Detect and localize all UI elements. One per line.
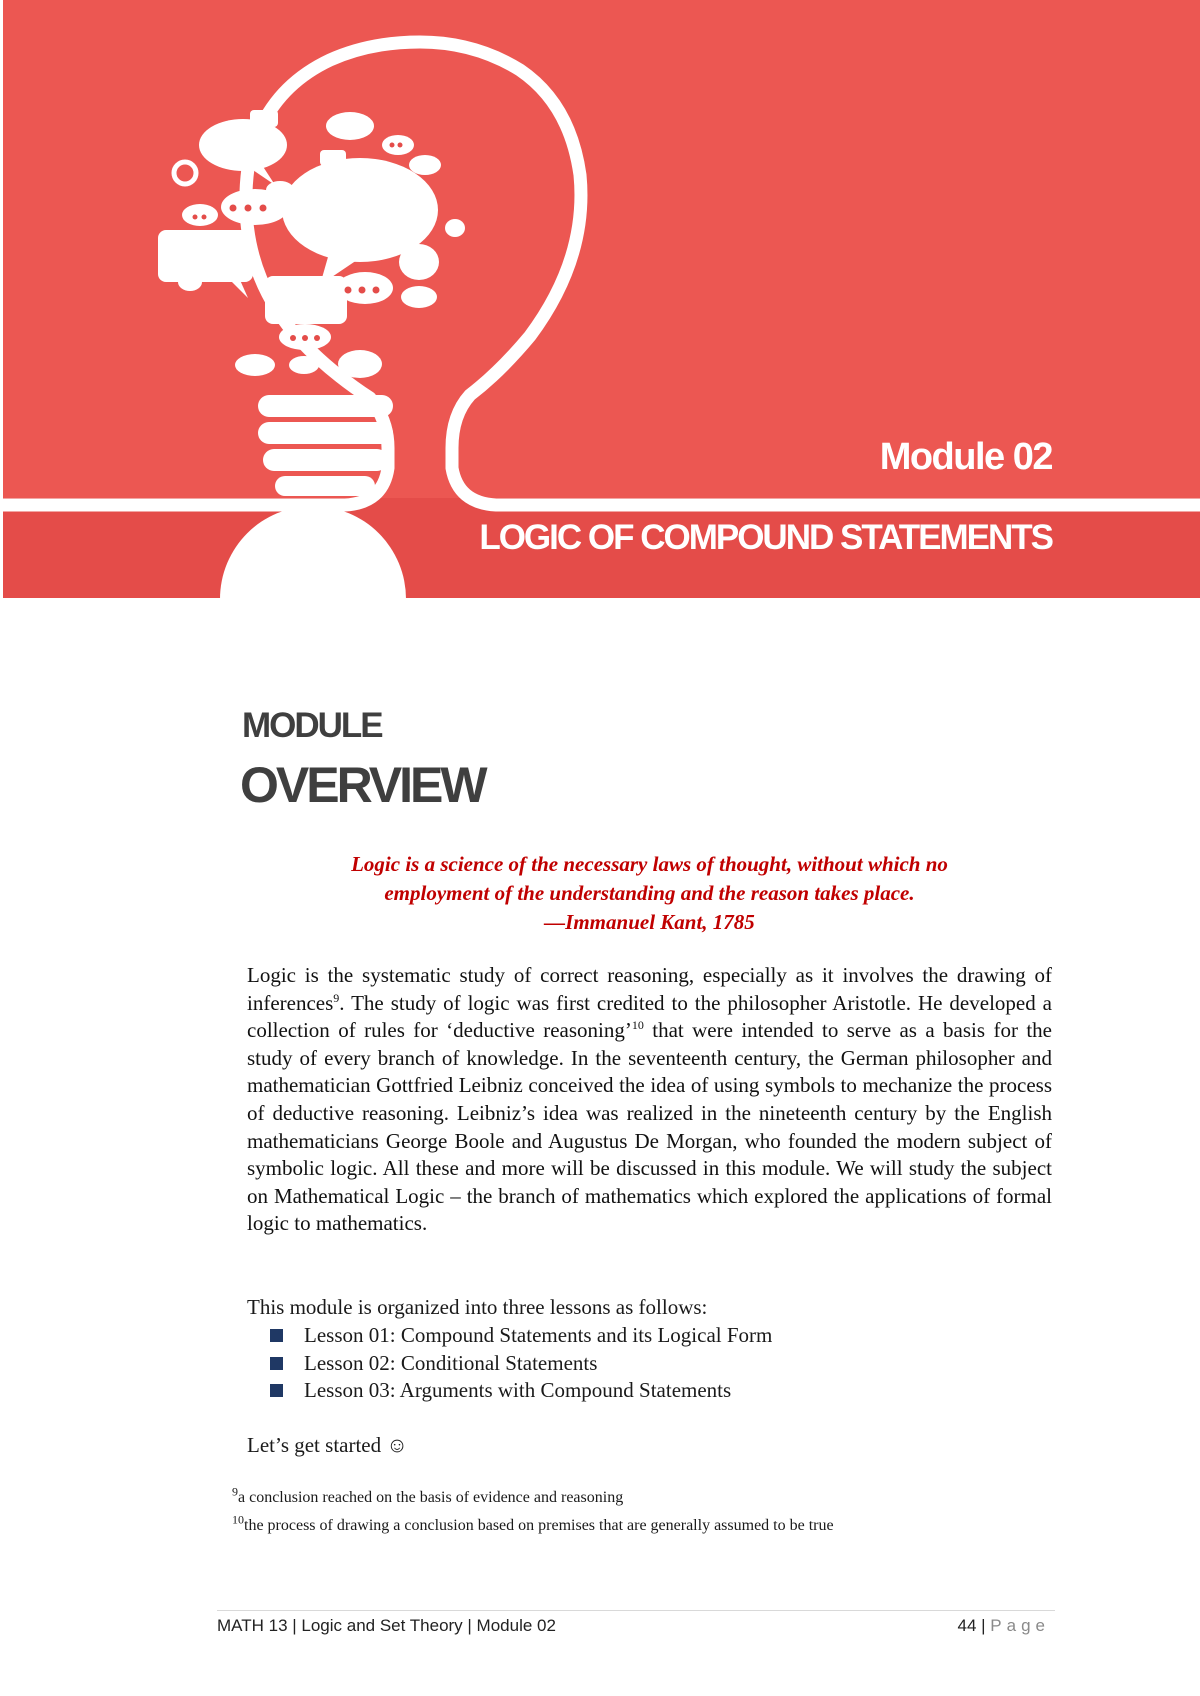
quote-attribution: —Immanuel Kant, 1785 [544, 910, 755, 934]
footnote-marker: 9 [232, 1484, 238, 1499]
epigraph-quote [247, 850, 1052, 937]
footnote-text: a conclusion reached on the basis of evidence and reasoning [238, 1489, 624, 1506]
module-title: LOGIC OF COMPOUND STATEMENTS [479, 518, 1052, 557]
lesson-label: Lesson 01: Compound Statements and its Logical Form [304, 1323, 773, 1347]
list-item [270, 1350, 772, 1378]
footnote-text: the process of drawing a conclusion based on premises that are generally assumed to be true [244, 1517, 834, 1534]
paragraph-text-b: . The study of logic was first credited to the philosopher Aristotle. He developed a collection of rules for ‘deductive reasoning’ [247, 990, 1052, 1043]
square-bullet-icon [270, 1384, 283, 1397]
footnote [232, 1484, 834, 1512]
square-bullet-icon [270, 1357, 283, 1370]
lesson-list [270, 1322, 772, 1405]
list-item [270, 1322, 772, 1350]
square-bullet-icon [270, 1329, 283, 1342]
quote-line-2: employment of the understanding and the reason takes place. [384, 881, 915, 905]
overview-paragraph [247, 962, 1052, 1238]
footnote-ref-9[interactable]: 9 [333, 990, 340, 1005]
footer-page-info [958, 1616, 1051, 1636]
list-item [270, 1377, 772, 1405]
lesson-label: Lesson 03: Arguments with Compound Statements [304, 1378, 732, 1402]
section-kicker: MODULE [242, 706, 382, 745]
get-started-text: Let’s get started ☺ [247, 1433, 408, 1457]
footer-course-info: MATH 13 | Logic and Set Theory | Module 02 [217, 1616, 556, 1635]
footnote-ref-10[interactable]: 10 [631, 1018, 644, 1033]
footer-divider [217, 1610, 1055, 1611]
lesson-label: Lesson 02: Conditional Statements [304, 1350, 598, 1375]
quote-line-1: Logic is a science of the necessary laws of thought, without which no [351, 852, 948, 876]
page-label: Page [990, 1616, 1050, 1635]
paragraph-text-c: that were intended to serve as a basis for the study of every branch of knowledge. In the seventeenth century, the German philosopher and mathematician Gottfried Leibniz conceived the idea of using symbols to mechanize the process of deductive reasoning. Leibniz’s idea was realized in the nineteenth century by the English mathematicians George Boole and Augustus De Morgan, who founded the modern subject of symbolic logic. All these and more will be discussed in this module. We will study the subject on Mathematical Logic – the branch of mathematics which explored the applications of formal logic to mathematics. [247, 1018, 1052, 1236]
footnote [232, 1512, 834, 1540]
lessons-intro: This module is organized into three lessons as follows: [247, 1295, 708, 1319]
footer-separator: | [976, 1616, 991, 1635]
footnotes [232, 1484, 834, 1540]
page-number: 44 [957, 1616, 977, 1635]
lightbulb-speech-bubbles-icon [0, 0, 1200, 700]
module-number: Module 02 [879, 436, 1052, 478]
footnote-marker: 10 [232, 1512, 244, 1527]
section-title: OVERVIEW [240, 757, 485, 813]
paragraph-text-a: Logic is the systematic study of correct reasoning, especially as it involves the drawing of inferences [247, 963, 1052, 1015]
